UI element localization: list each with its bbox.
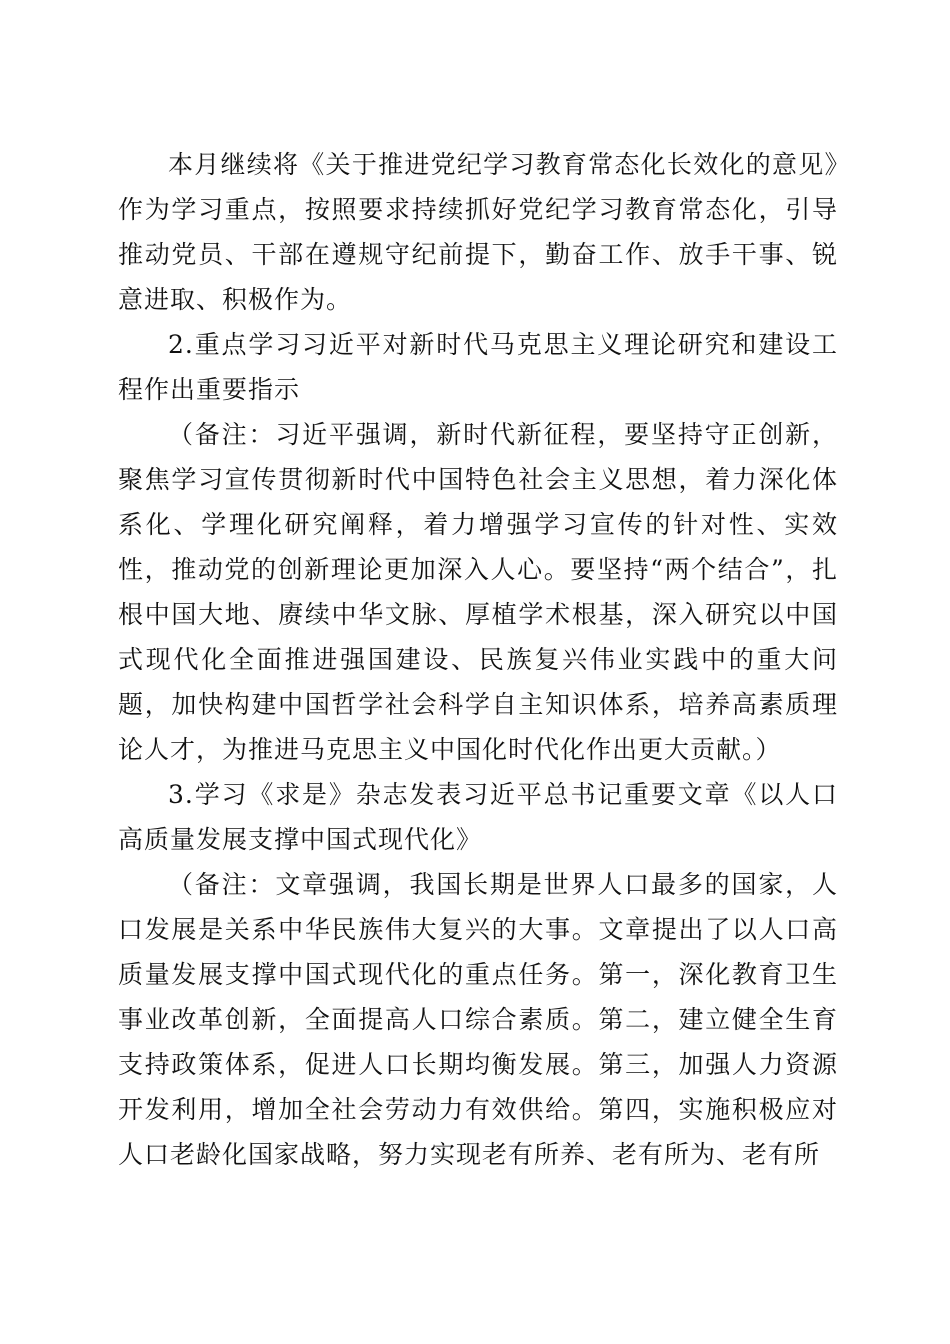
document-body	[118, 142, 838, 1177]
note-item-2: （备注：习近平强调，新时代新征程，要坚持守正创新，聚焦学习宣传贯彻新时代中国特色社会主义思想，着力深化体系化、学理化研究阐释，着力增强学习宣传的针对性、实效性，推动党的创新理论更加深入人心。要坚持“两个结合”，扎根中国大地、赓续中华文脉、厚植学术根基，深入研究以中国式现代化全面推进强国建设、民族复兴伟业实践中的重大问题，加快构建中国哲学社会科学自主知识体系，培养高素质理论人才，为推进马克思主义中国化时代化作出更大贡献。）	[118, 420, 838, 764]
heading-item-3: 3.学习《求是》杂志发表习近平总书记重要文章《以人口高质量发展支撑中国式现代化》	[118, 780, 838, 854]
heading-item-2: 2.重点学习习近平对新时代马克思主义理论研究和建设工程作出重要指示	[118, 330, 838, 404]
note-item-3: （备注：文章强调，我国长期是世界人口最多的国家，人口发展是关系中华民族伟大复兴的大事。文章提出了以人口高质量发展支撑中国式现代化的重点任务。第一，深化教育卫生事业改革创新，全面提高人口综合素质。第二，建立健全生育支持政策体系，促进人口长期均衡发展。第三，加强人力资源开发利用，增加全社会劳动力有效供给。第四，实施积极应对人口老龄化国家战略，努力实现老有所养、老有所为、老有所	[118, 870, 838, 1169]
paragraph-intro: 本月继续将《关于推进党纪学习教育常态化长效化的意见》作为学习重点，按照要求持续抓好党纪学习教育常态化，引导推动党员、干部在遵规守纪前提下，勤奋工作、放手干事、锐意进取、积极作为。	[118, 150, 838, 314]
